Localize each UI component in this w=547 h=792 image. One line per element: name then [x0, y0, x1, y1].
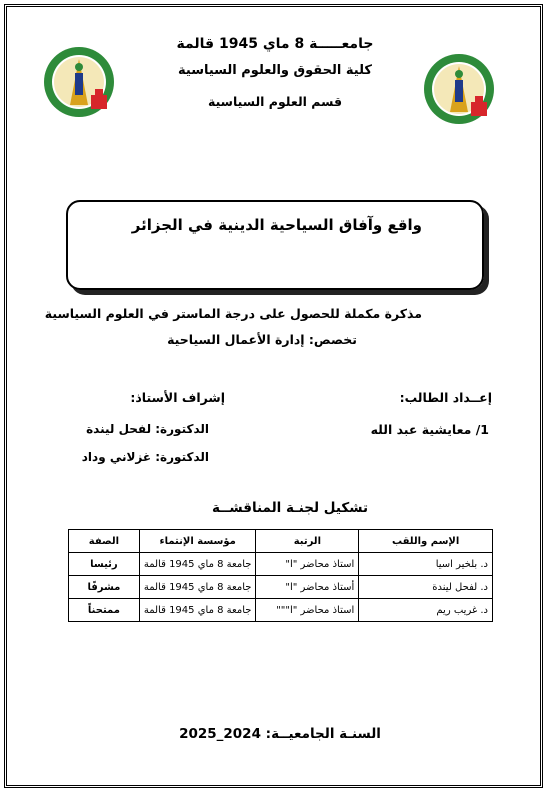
university-logo-right: [422, 52, 496, 126]
table-row: [69, 553, 493, 576]
department-name: قسم العلوم السياسية: [207, 94, 342, 109]
jury-institution: جامعة 8 ماي 1945 قالمة: [139, 576, 256, 599]
memo-description: مذكرة مكملة للحصول على درجة الماستر في العلوم السياسية: [44, 306, 422, 321]
specialization: تخصص: إدارة الأعمال السياحية: [167, 332, 357, 347]
jury-institution: جامعة 8 ماي 1945 قالمة: [139, 553, 256, 576]
jury-header-row: [69, 530, 493, 553]
jury-institution: جامعة 8 ماي 1945 قالمة: [139, 599, 256, 622]
jury-rank: استاذ محاضر "ا": [256, 553, 359, 576]
university-name: جامعـــــة 8 ماي 1945 قالمة: [176, 36, 374, 52]
jury-rank: أستاذ محاضر "ا": [256, 576, 359, 599]
jury-capacity: ممتحناً: [69, 599, 140, 622]
university-logo-left: [42, 45, 116, 119]
prepared-by-label: إعــداد الطالب:: [399, 390, 492, 405]
table-row: [69, 599, 493, 622]
header-institution: مؤسسة الإنتماء: [139, 530, 256, 553]
jury-rank: استاذ محاضر "ا""": [256, 599, 359, 622]
supervisor-2: الدكتورة: غزلاني وداد: [81, 450, 209, 464]
supervision-label: إشراف الأستاذ:: [130, 390, 225, 405]
student-name: 1/ معايشية عبد الله: [370, 422, 489, 437]
jury-title: تشكيل لجنـة المناقشــة: [211, 500, 369, 516]
thesis-title-box: [66, 200, 484, 290]
jury-capacity: مشرفًا: [69, 576, 140, 599]
academic-year: السنـة الجامعيــة: 2024_2025: [179, 726, 381, 742]
jury-table: [68, 529, 493, 622]
jury-name: د. غريب ريم: [359, 599, 493, 622]
jury-name: د. لفحل ليندة: [359, 576, 493, 599]
table-row: [69, 576, 493, 599]
supervisor-1: الدكتورة: لفحل ليندة: [86, 422, 209, 436]
faculty-name: كلية الحقوق والعلوم السياسية: [178, 63, 372, 78]
header-rank: الرتبة: [256, 530, 359, 553]
jury-capacity: رئيسا: [69, 553, 140, 576]
header-capacity: الصفة: [69, 530, 140, 553]
thesis-title: واقع وآفاق السياحية الدينية في الجزائر: [131, 216, 422, 234]
header-name: الإسم واللقب: [359, 530, 493, 553]
jury-name: د. بلخير اسيا: [359, 553, 493, 576]
